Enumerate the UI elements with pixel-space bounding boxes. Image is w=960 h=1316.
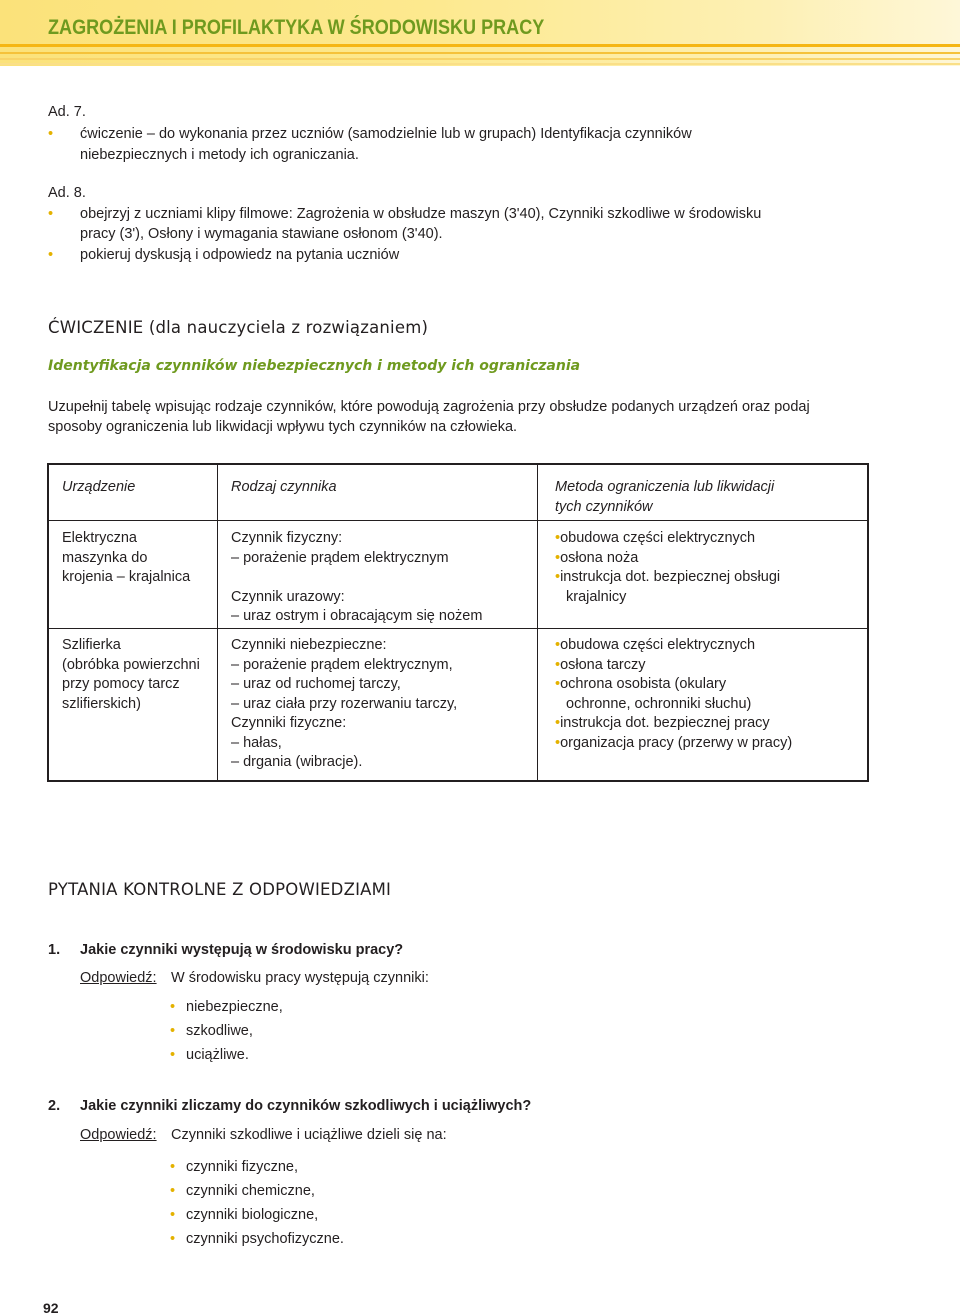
header-stripe bbox=[0, 44, 960, 47]
bullet-icon: • bbox=[170, 999, 176, 1015]
questions-title: PYTANIA KONTROLNE Z ODPOWIEDZIAMI bbox=[48, 880, 392, 899]
method-item: •osłona noża bbox=[555, 549, 639, 566]
table-cell-device: Elektryczna maszynka do krojenia – krajalnica bbox=[62, 530, 191, 585]
answer-list-item: czynniki chemiczne, bbox=[186, 1183, 315, 1199]
question-number: 2. bbox=[48, 1098, 61, 1114]
bullet-icon: • bbox=[555, 734, 561, 751]
exercise-instruction: sposoby ograniczenia lub likwidacji wpływu tych czynników na człowieka. bbox=[48, 419, 518, 435]
ad8-bullet-line: obejrzyj z uczniami klipy filmowe: Zagrożenia w obsłudze maszyn (3'40), Czynniki szkodliwe w środowisku bbox=[80, 206, 762, 222]
ad8-bullet-line: pracy (3'), Osłony i wymagania stawiane osłonom (3'40). bbox=[80, 226, 443, 242]
answer-text: Czynniki szkodliwe i uciążliwe dzieli się na: bbox=[171, 1127, 447, 1143]
question-number: 1. bbox=[48, 942, 61, 958]
table-divider bbox=[537, 465, 538, 780]
ad7-label: Ad. 7. bbox=[48, 104, 86, 120]
method-item: •instrukcja dot. bezpiecznej pracy bbox=[555, 715, 770, 731]
bullet-icon: • bbox=[48, 206, 54, 222]
method-item: •instrukcja dot. bezpiecznej obsługi bbox=[555, 569, 781, 585]
exercise-subtitle: Identyfikacja czynników niebezpiecznych i metody ich ograniczania bbox=[48, 358, 581, 374]
answer-list-item: niebezpieczne, bbox=[186, 999, 283, 1015]
bullet-icon: • bbox=[170, 1047, 176, 1063]
table-divider bbox=[49, 628, 867, 629]
header-stripe bbox=[0, 58, 960, 60]
answer-text: W środowisku pracy występują czynniki: bbox=[171, 970, 429, 986]
answer-list-item: szkodliwe, bbox=[186, 1023, 253, 1039]
answer-list-item: uciążliwe. bbox=[186, 1047, 249, 1063]
bullet-icon: • bbox=[555, 637, 561, 653]
bullet-icon: • bbox=[48, 126, 54, 142]
bullet-icon: • bbox=[170, 1159, 176, 1175]
table-cell-factor: Czynniki niebezpieczne: – porażenie prądem elektrycznym, – uraz od ruchomej tarczy, – uraz ciała przy rozerwaniu tarczy, Czynniki fizyczne: – hałas, – drgania (wibracje). bbox=[231, 637, 458, 770]
question-text: Jakie czynniki występują w środowisku pracy? bbox=[80, 942, 404, 958]
method-item: •ochrona osobista (okulary bbox=[555, 676, 727, 692]
answer-list-item: czynniki biologiczne, bbox=[186, 1207, 319, 1223]
question-text: Jakie czynniki zliczamy do czynników szkodliwych i uciążliwych? bbox=[80, 1098, 532, 1114]
method-item: •obudowa części elektrycznych bbox=[555, 637, 756, 653]
answer-list-item: czynniki psychofizyczne. bbox=[186, 1231, 344, 1247]
table-divider bbox=[217, 465, 218, 780]
table-header-device: Urządzenie bbox=[62, 479, 136, 495]
table-cell-device: Szlifierka (obróbka powierzchni przy pomocy tarcz szlifierskich) bbox=[62, 637, 200, 712]
running-header-title: ZAGROŻENIA I PROFILAKTYKA W ŚRODOWISKU PRACY bbox=[48, 16, 545, 39]
method-item: •obudowa części elektrycznych bbox=[555, 530, 756, 546]
bullet-icon: • bbox=[555, 530, 561, 546]
page-number: 92 bbox=[43, 1300, 59, 1316]
method-item: •osłona tarczy bbox=[555, 656, 646, 673]
ad8-label: Ad. 8. bbox=[48, 185, 86, 201]
bullet-icon: • bbox=[555, 569, 561, 585]
header-stripe bbox=[0, 52, 960, 54]
bullet-icon: • bbox=[170, 1207, 176, 1223]
exercise-title: ĆWICZENIE (dla nauczyciela z rozwiązaniem) bbox=[48, 318, 429, 337]
bullet-icon: • bbox=[555, 656, 561, 673]
bullet-icon: • bbox=[555, 549, 561, 566]
answer-label: Odpowiedź: bbox=[80, 970, 157, 986]
header-stripe bbox=[0, 63, 960, 65]
table-cell-factor: Czynnik fizyczny: – porażenie prądem elektrycznym Czynnik urazowy: – uraz ostrym i obracającym się nożem bbox=[231, 530, 483, 624]
bullet-icon: • bbox=[170, 1023, 176, 1039]
bullet-icon: • bbox=[555, 676, 561, 692]
table-header-factor: Rodzaj czynnika bbox=[231, 479, 337, 495]
table-divider bbox=[49, 520, 867, 521]
bullet-icon: • bbox=[170, 1183, 176, 1199]
bullet-icon: • bbox=[555, 715, 561, 731]
bullet-icon: • bbox=[48, 247, 54, 263]
bullet-icon: • bbox=[170, 1231, 176, 1247]
ad7-bullet-line: ćwiczenie – do wykonania przez uczniów (samodzielnie lub w grupach) Identyfikacja czynników bbox=[80, 126, 692, 142]
ad8-bullet-line: pokieruj dyskusją i odpowiedz na pytania uczniów bbox=[80, 247, 400, 263]
answer-list-item: czynniki fizyczne, bbox=[186, 1159, 299, 1175]
exercise-instruction: Uzupełnij tabelę wpisując rodzaje czynników, które powodują zagrożenia przy obsłudze podanych urządzeń oraz podaj bbox=[48, 399, 810, 415]
ad7-bullet-line: niebezpiecznych i metody ich ograniczania. bbox=[80, 147, 359, 163]
table-header-method: Metoda ograniczenia lub likwidacji tych czynników bbox=[555, 479, 775, 515]
table-cell-method: •obudowa części elektrycznych •osłona noża •instrukcja dot. bezpiecznej obsługi krajalnicy bbox=[555, 530, 781, 605]
answer-label: Odpowiedź: bbox=[80, 1127, 157, 1143]
table-cell-method: •obudowa części elektrycznych •osłona tarczy •ochrona osobista (okulary ochronne, ochronniki słuchu) •instrukcja dot. bezpiecznej pracy •organizacja pracy (przerwy w pracy) bbox=[555, 636, 792, 753]
exercise-table bbox=[47, 463, 869, 782]
method-item: •organizacja pracy (przerwy w pracy) bbox=[555, 734, 793, 751]
